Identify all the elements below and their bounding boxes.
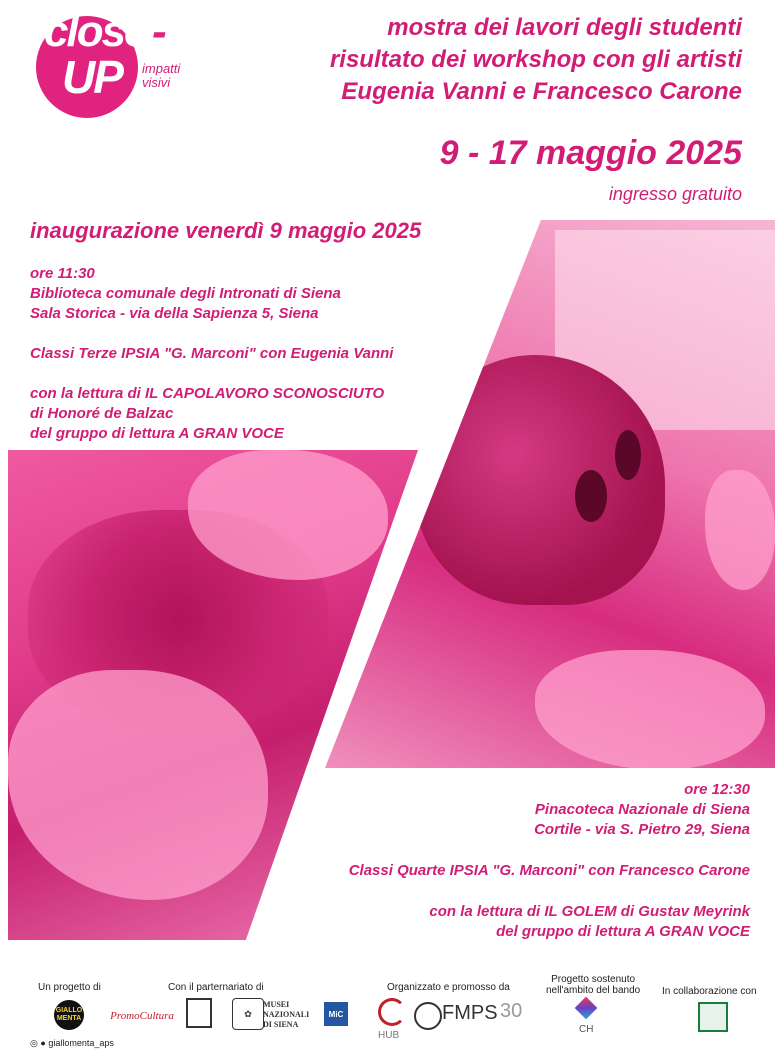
mic-logo: MiC — [324, 1002, 348, 1026]
glove-right — [535, 650, 765, 770]
logo-close-text: close — [44, 7, 147, 56]
inauguration-title: inaugurazione venerdì 9 maggio 2025 — [30, 218, 422, 243]
glove-top — [705, 470, 775, 590]
event2-time: ore 12:30 — [684, 781, 750, 798]
event1-reading-3: del gruppo di lettura A GRAN VOCE — [30, 425, 284, 442]
biblioteca-logo-icon — [186, 998, 212, 1028]
header-line-1: mostra dei lavori degli studenti — [387, 14, 742, 41]
event1-classes: Classi Terze IPSIA "G. Marconi" con Eugenia Vanni — [30, 345, 394, 362]
collab-logo-icon — [698, 1002, 728, 1032]
logo-tagline-1: impatti — [142, 61, 181, 76]
exhibition-dates: 9 - 17 maggio 2025 — [439, 134, 742, 172]
event2-place-1: Pinacoteca Nazionale di Siena — [534, 801, 750, 818]
event1-reading-2: di Honoré de Balzac — [30, 405, 174, 422]
logo-tagline — [142, 62, 180, 91]
event2-classes: Classi Quarte IPSIA "G. Marconi" con Francesco Carone — [348, 862, 750, 879]
musei-logo-text: MUSEI NAZIONALI DI SIENA — [263, 1000, 310, 1029]
event1-reading-1: con la lettura di IL CAPOLAVORO SCONOSCIUTO — [30, 385, 385, 402]
glove-bottom-left — [8, 670, 268, 900]
skull-eye-1 — [615, 430, 641, 480]
logo-tagline-2: visivi — [142, 75, 171, 91]
logo-up-text: UP — [62, 51, 122, 103]
header-line-2: risultato dei workshop con gli artisti — [329, 46, 742, 73]
footer-label-organized: Organizzato e promosso da — [387, 982, 510, 993]
giallomenta-logo: GIALLO MENTA — [54, 1000, 84, 1030]
fmps-logo-number: 30 — [500, 1000, 523, 1022]
hub-logo-icon — [378, 998, 406, 1026]
footer-label-project: Un progetto di — [38, 982, 101, 993]
event2-place-2: Cortile - via S. Pietro 29, Siena — [534, 821, 750, 838]
ch-logo-icon — [575, 997, 598, 1020]
logo-dash: - — [152, 7, 167, 56]
footer-label-partner: Con il parternariato di — [168, 982, 264, 993]
social-handle — [30, 1038, 114, 1049]
hub-logo-text: HUB — [378, 1030, 400, 1041]
promocultura-logo: PromoCultura — [110, 1010, 174, 1022]
fmps-logo-text: FMPS — [442, 1002, 498, 1024]
footer-label-sustained-2: nell'ambito del bando — [546, 985, 641, 996]
fmps-logo-icon — [414, 1002, 442, 1030]
event2-reading-1: con la lettura di IL GOLEM di Gustav Meyrink — [429, 903, 750, 920]
event1-place-2: Sala Storica - via della Sapienza 5, Siena — [30, 305, 319, 322]
free-entry: ingresso gratuito — [608, 184, 742, 204]
event2-reading-2: del gruppo di lettura A GRAN VOCE — [496, 923, 750, 940]
social-handle-text: giallomenta_aps — [48, 1038, 114, 1048]
event1-time: ore 11:30 — [30, 265, 95, 282]
footer-label-sustained — [546, 974, 640, 996]
header-line-3: Eugenia Vanni e Francesco Carone — [341, 78, 742, 105]
event1-place-1: Biblioteca comunale degli Intronati di Siena — [30, 285, 341, 302]
skull-eye-2 — [575, 470, 607, 522]
footer-label-sustained-1: Progetto sostenuto — [551, 974, 636, 985]
instagram-icon: ◎ — [30, 1038, 38, 1048]
facebook-icon: ● — [40, 1038, 46, 1048]
musei-logo-icon: ✿ — [232, 998, 264, 1030]
footer-label-collab: In collaborazione con — [662, 986, 757, 997]
ch-logo-text: CH — [579, 1024, 594, 1035]
